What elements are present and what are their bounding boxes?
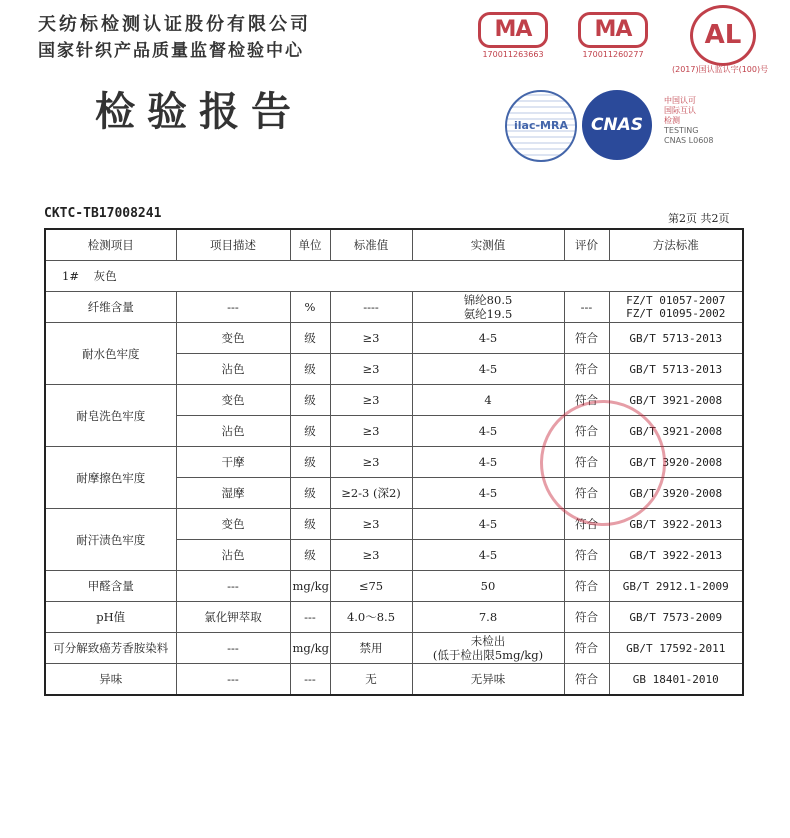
desc-cell: 湿摩 bbox=[176, 478, 290, 509]
col-header: 实测值 bbox=[412, 229, 564, 261]
cma-logo-1 bbox=[478, 12, 548, 59]
item-cell: 可分解致癌芳香胺染料 bbox=[45, 633, 176, 664]
unit-cell: --- bbox=[290, 602, 330, 633]
eval-cell: 符合 bbox=[564, 385, 609, 416]
unit-cell: 级 bbox=[290, 478, 330, 509]
method-cell: GB 18401-2010 bbox=[609, 664, 743, 696]
std-cell: ≥3 bbox=[330, 540, 412, 571]
page-indicator: 第2页 共2页 bbox=[668, 212, 730, 225]
col-header: 评价 bbox=[564, 229, 609, 261]
table-row bbox=[45, 385, 743, 416]
measured-cell: 4-5 bbox=[412, 447, 564, 478]
std-cell: ---- bbox=[330, 292, 412, 323]
measured-cell: 4 bbox=[412, 385, 564, 416]
method-cell: GB/T 5713-2013 bbox=[609, 354, 743, 385]
cma-logo-2-mark: MA bbox=[578, 12, 648, 48]
report-title: 检验报告 bbox=[95, 88, 303, 135]
sample-row bbox=[45, 261, 743, 292]
unit-cell: 级 bbox=[290, 509, 330, 540]
measured-cell: 4-5 bbox=[412, 416, 564, 447]
table-row bbox=[45, 509, 743, 540]
table-row bbox=[45, 602, 743, 633]
std-cell: ≥2-3 (深2) bbox=[330, 478, 412, 509]
eval-cell: 符合 bbox=[564, 633, 609, 664]
desc-cell: 变色 bbox=[176, 323, 290, 354]
col-header: 项目描述 bbox=[176, 229, 290, 261]
eval-cell: 符合 bbox=[564, 571, 609, 602]
method-cell: GB/T 3921-2008 bbox=[609, 416, 743, 447]
unit-cell: --- bbox=[290, 664, 330, 696]
std-cell: ≥3 bbox=[330, 323, 412, 354]
cal-logo: AL bbox=[690, 5, 756, 66]
table-row bbox=[45, 323, 743, 354]
cnas-line-2: 国际互认 bbox=[664, 106, 696, 115]
measured-line: (低于检出限5mg/kg) bbox=[432, 648, 544, 662]
unit-cell: 级 bbox=[290, 354, 330, 385]
unit-cell: 级 bbox=[290, 447, 330, 478]
item-cell: 耐汗渍色牢度 bbox=[45, 509, 176, 571]
measured-cell bbox=[412, 633, 564, 664]
desc-cell: --- bbox=[176, 664, 290, 696]
item-cell: pH值 bbox=[45, 602, 176, 633]
method-cell: GB/T 3920-2008 bbox=[609, 447, 743, 478]
desc-cell: 变色 bbox=[176, 509, 290, 540]
table-header-row bbox=[45, 229, 743, 261]
eval-cell: 符合 bbox=[564, 509, 609, 540]
cnas-logo: CNAS bbox=[582, 90, 652, 160]
measured-cell: 4-5 bbox=[412, 323, 564, 354]
cma-logo-1-number: 170011263663 bbox=[482, 50, 544, 59]
method-cell: GB/T 3922-2013 bbox=[609, 540, 743, 571]
col-header: 检测项目 bbox=[45, 229, 176, 261]
eval-cell: 符合 bbox=[564, 323, 609, 354]
table-row bbox=[45, 633, 743, 664]
measured-cell: 4-5 bbox=[412, 540, 564, 571]
desc-cell: --- bbox=[176, 292, 290, 323]
eval-cell: 符合 bbox=[564, 664, 609, 696]
eval-cell: 符合 bbox=[564, 354, 609, 385]
method-cell: GB/T 5713-2013 bbox=[609, 323, 743, 354]
std-cell: ≥3 bbox=[330, 509, 412, 540]
std-cell: ≤75 bbox=[330, 571, 412, 602]
unit-cell: 级 bbox=[290, 385, 330, 416]
desc-cell: 氯化钾萃取 bbox=[176, 602, 290, 633]
item-cell: 纤维含量 bbox=[45, 292, 176, 323]
method-cell bbox=[609, 292, 743, 323]
measured-cell: 7.8 bbox=[412, 602, 564, 633]
item-cell: 耐水色牢度 bbox=[45, 323, 176, 385]
unit-cell: mg/kg bbox=[290, 571, 330, 602]
cma-logo-2-number: 170011260277 bbox=[582, 50, 644, 59]
col-header: 单位 bbox=[290, 229, 330, 261]
method-cell: GB/T 7573-2009 bbox=[609, 602, 743, 633]
table-row bbox=[45, 292, 743, 323]
desc-cell: 沾色 bbox=[176, 354, 290, 385]
company-name: 天纺标检测认证股份有限公司 bbox=[38, 14, 311, 35]
eval-cell: 符合 bbox=[564, 416, 609, 447]
unit-cell: 级 bbox=[290, 416, 330, 447]
cal-number: (2017)国认监认字(100)号 bbox=[672, 65, 769, 74]
measured-line: 未检出 bbox=[470, 634, 506, 648]
cma-logo-2 bbox=[578, 12, 648, 59]
unit-cell: % bbox=[290, 292, 330, 323]
cnas-line-5: CNAS L0608 bbox=[664, 136, 714, 145]
method-line: FZ/T 01057-2007 bbox=[626, 294, 726, 307]
measured-line: 锦纶80.5 bbox=[463, 293, 513, 307]
method-line: FZ/T 01095-2002 bbox=[626, 307, 726, 320]
measured-cell: 50 bbox=[412, 571, 564, 602]
measured-cell: 4-5 bbox=[412, 354, 564, 385]
item-cell: 耐皂洗色牢度 bbox=[45, 385, 176, 447]
table-row bbox=[45, 664, 743, 696]
std-cell: 4.0～8.5 bbox=[330, 602, 412, 633]
method-cell: GB/T 3920-2008 bbox=[609, 478, 743, 509]
desc-cell: 变色 bbox=[176, 385, 290, 416]
col-header: 方法标准 bbox=[609, 229, 743, 261]
cnas-accreditation-text bbox=[664, 96, 713, 146]
unit-cell: mg/kg bbox=[290, 633, 330, 664]
std-cell: ≥3 bbox=[330, 447, 412, 478]
method-cell: GB/T 3921-2008 bbox=[609, 385, 743, 416]
std-cell: ≥3 bbox=[330, 385, 412, 416]
measured-cell bbox=[412, 292, 564, 323]
std-cell: ≥3 bbox=[330, 354, 412, 385]
eval-cell: 符合 bbox=[564, 478, 609, 509]
eval-cell: --- bbox=[564, 292, 609, 323]
report-number: CKTC-TB17008241 bbox=[44, 206, 162, 221]
item-cell: 异味 bbox=[45, 664, 176, 696]
method-cell: GB/T 3922-2013 bbox=[609, 509, 743, 540]
desc-cell: --- bbox=[176, 633, 290, 664]
method-cell: GB/T 17592-2011 bbox=[609, 633, 743, 664]
item-cell: 甲醛含量 bbox=[45, 571, 176, 602]
cma-logo-1-mark: MA bbox=[478, 12, 548, 48]
desc-cell: --- bbox=[176, 571, 290, 602]
ilac-mra-logo: ilac-MRA bbox=[505, 90, 577, 162]
measured-line: 氨纶19.5 bbox=[463, 307, 513, 321]
std-cell: ≥3 bbox=[330, 416, 412, 447]
measured-cell: 无异味 bbox=[412, 664, 564, 696]
std-cell: 无 bbox=[330, 664, 412, 696]
measured-cell: 4-5 bbox=[412, 509, 564, 540]
item-cell: 耐摩擦色牢度 bbox=[45, 447, 176, 509]
test-results-table bbox=[44, 228, 744, 696]
cnas-line-4: TESTING bbox=[664, 126, 699, 135]
center-name: 国家针织产品质量监督检验中心 bbox=[38, 41, 304, 61]
desc-cell: 干摩 bbox=[176, 447, 290, 478]
table-row bbox=[45, 571, 743, 602]
cnas-line-1: 中国认可 bbox=[664, 96, 696, 105]
col-header: 标准值 bbox=[330, 229, 412, 261]
eval-cell: 符合 bbox=[564, 602, 609, 633]
eval-cell: 符合 bbox=[564, 540, 609, 571]
unit-cell: 级 bbox=[290, 540, 330, 571]
desc-cell: 沾色 bbox=[176, 416, 290, 447]
std-cell: 禁用 bbox=[330, 633, 412, 664]
unit-cell: 级 bbox=[290, 323, 330, 354]
sample-label: 1# 灰色 bbox=[45, 261, 743, 292]
eval-cell: 符合 bbox=[564, 447, 609, 478]
measured-cell: 4-5 bbox=[412, 478, 564, 509]
table-row bbox=[45, 447, 743, 478]
cnas-line-3: 检测 bbox=[664, 116, 680, 125]
desc-cell: 沾色 bbox=[176, 540, 290, 571]
method-cell: GB/T 2912.1-2009 bbox=[609, 571, 743, 602]
